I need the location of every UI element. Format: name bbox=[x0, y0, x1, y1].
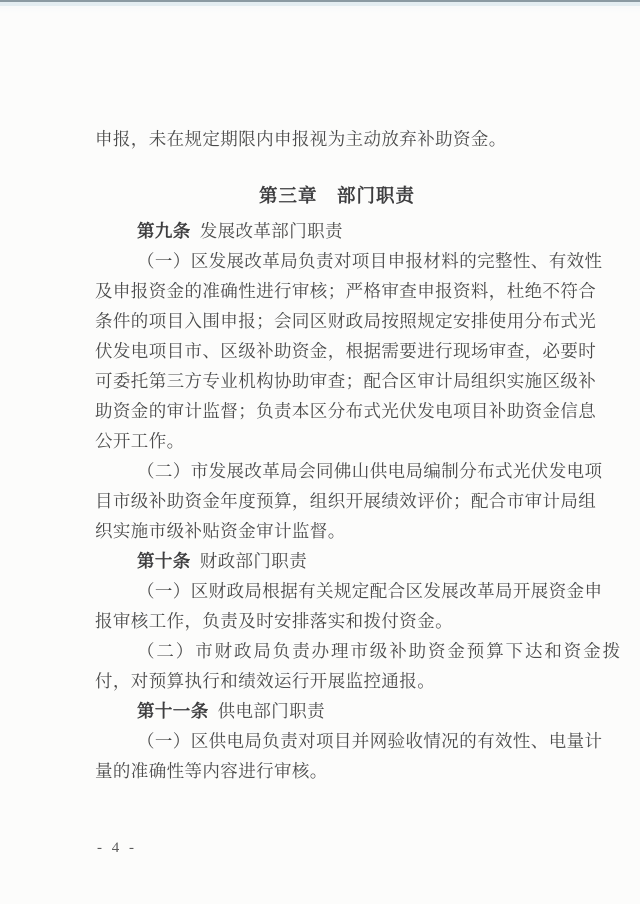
doc-line-text: 申报，未在规定期限内申报视为主动放弃补助资金。 bbox=[95, 129, 507, 149]
doc-line-text: 报审核工作，负责及时安排落实和拨付资金。 bbox=[95, 611, 453, 631]
doc-line-text: （一）区供电局负责对项目并网验收情况的有效性、电量计 bbox=[137, 731, 603, 751]
doc-line bbox=[95, 726, 603, 756]
doc-line-text: 量的准确性等内容进行审核。 bbox=[95, 761, 328, 781]
doc-line bbox=[95, 276, 597, 306]
doc-line bbox=[95, 124, 579, 154]
doc-line bbox=[95, 396, 597, 426]
doc-line-text: 伏发电项目市、区级补助资金，根据需要进行现场审查，必要时 bbox=[95, 341, 597, 361]
doc-line-text: 付，对预算执行和绩效运行开展监控通报。 bbox=[95, 671, 436, 691]
doc-line bbox=[95, 696, 579, 726]
doc-line bbox=[95, 336, 597, 366]
doc-line-text: 可委托第三方专业机构协助审查；配合区审计局组织实施区级补 bbox=[95, 371, 597, 391]
page-number: - 4 - bbox=[97, 840, 137, 856]
doc-line bbox=[95, 246, 603, 276]
doc-line bbox=[95, 486, 597, 516]
doc-line-text: （一）区财政局根据有关规定配合区发展改革局开展资金申 bbox=[137, 581, 603, 601]
doc-line bbox=[95, 456, 603, 486]
doc-line bbox=[95, 516, 579, 546]
doc-line bbox=[95, 426, 579, 456]
doc-line-text: （二）市财政局负责办理市级补助资金预算下达和资金拨 bbox=[137, 641, 622, 661]
doc-line-keyword: 第十条 bbox=[137, 551, 191, 571]
doc-line bbox=[95, 366, 597, 396]
doc-line bbox=[95, 306, 597, 336]
doc-line bbox=[95, 636, 622, 666]
doc-line-keyword: 第十一条 bbox=[137, 701, 209, 721]
doc-line-text: 及申报资金的准确性进行审核；严格审查申报资料，杜绝不符合 bbox=[95, 281, 597, 301]
doc-line bbox=[95, 576, 603, 606]
chapter-heading: 第三章 部门职责 bbox=[258, 187, 415, 207]
doc-line-keyword: 第九条 bbox=[137, 221, 191, 241]
doc-line bbox=[95, 666, 579, 696]
doc-line-text: 织实施市级补贴资金审计监督。 bbox=[95, 521, 346, 541]
doc-line-text: 供电部门职责 bbox=[217, 701, 326, 721]
doc-line-text: （二）市发展改革局会同佛山供电局编制分布式光伏发电项 bbox=[137, 461, 603, 481]
doc-line bbox=[95, 216, 579, 246]
doc-line bbox=[95, 756, 579, 786]
doc-line bbox=[95, 606, 579, 636]
doc-line-text: 助资金的审计监督；负责本区分布式光伏发电项目补助资金信息 bbox=[95, 401, 597, 421]
doc-line-text: 目市级补助资金年度预算，组织开展绩效评价；配合市审计局组 bbox=[95, 491, 597, 511]
scan-top-tint bbox=[0, 2, 640, 6]
doc-line-text: 财政部门职责 bbox=[199, 551, 308, 571]
doc-line bbox=[95, 546, 579, 576]
doc-line-text: 发展改革部门职责 bbox=[199, 221, 343, 241]
document-body bbox=[95, 124, 622, 786]
doc-line-text: 公开工作。 bbox=[95, 431, 185, 451]
doc-line-text: （一）区发展改革局负责对项目申报材料的完整性、有效性 bbox=[137, 251, 603, 271]
doc-line-text: 条件的项目入围申报；会同区财政局按照规定安排使用分布式光 bbox=[95, 311, 597, 331]
